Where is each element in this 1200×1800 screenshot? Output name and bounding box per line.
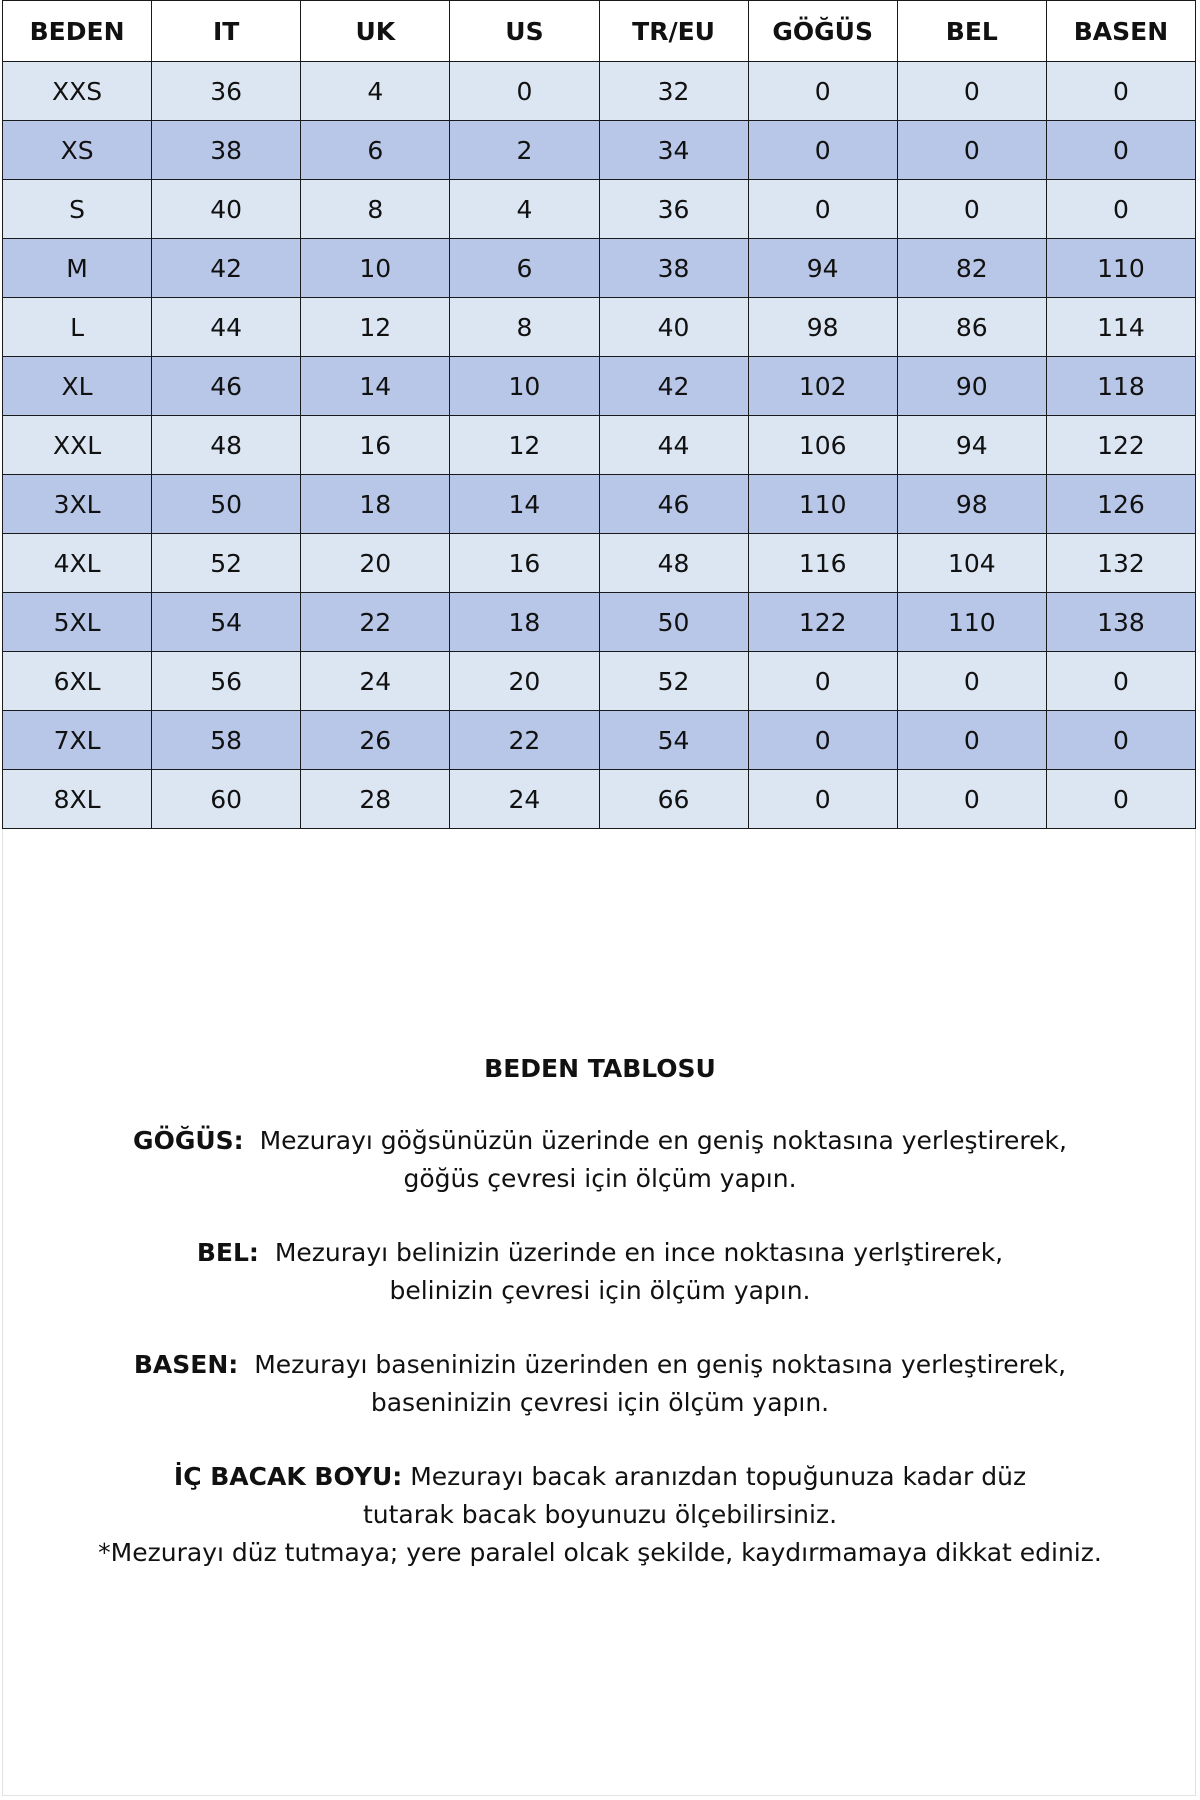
cell-it: 52	[152, 534, 301, 593]
cell-tr-eu: 54	[599, 711, 748, 770]
waist-instruction	[0, 1234, 1200, 1310]
table-body	[3, 62, 1196, 829]
cell-it: 40	[152, 180, 301, 239]
table-row	[3, 534, 1196, 593]
cell-gogus: 94	[748, 239, 897, 298]
table-row	[3, 357, 1196, 416]
cell-beden: S	[3, 180, 152, 239]
cell-gogus: 0	[748, 180, 897, 239]
cell-bel: 0	[897, 711, 1046, 770]
cell-gogus: 106	[748, 416, 897, 475]
cell-it: 38	[152, 121, 301, 180]
header-it: IT	[152, 1, 301, 62]
cell-basen: 0	[1046, 711, 1195, 770]
cell-bel: 0	[897, 770, 1046, 829]
header-us: US	[450, 1, 599, 62]
cell-beden: 6XL	[3, 652, 152, 711]
cell-us: 14	[450, 475, 599, 534]
cell-tr-eu: 66	[599, 770, 748, 829]
cell-bel: 90	[897, 357, 1046, 416]
header-bel: BEL	[897, 1, 1046, 62]
cell-basen: 138	[1046, 593, 1195, 652]
cell-it: 46	[152, 357, 301, 416]
cell-us: 10	[450, 357, 599, 416]
cell-tr-eu: 36	[599, 180, 748, 239]
table-row	[3, 416, 1196, 475]
chest-text-2: göğüs çevresi için ölçüm yapın.	[403, 1164, 797, 1193]
cell-tr-eu: 50	[599, 593, 748, 652]
size-chart-table	[2, 0, 1196, 829]
waist-line-1	[0, 1234, 1200, 1272]
header-basen: BASEN	[1046, 1, 1195, 62]
cell-bel: 110	[897, 593, 1046, 652]
cell-tr-eu: 42	[599, 357, 748, 416]
cell-it: 56	[152, 652, 301, 711]
cell-basen: 114	[1046, 298, 1195, 357]
cell-basen: 0	[1046, 652, 1195, 711]
cell-beden: 5XL	[3, 593, 152, 652]
table-header-row	[3, 1, 1196, 62]
table-row	[3, 298, 1196, 357]
cell-gogus: 0	[748, 121, 897, 180]
cell-uk: 22	[301, 593, 450, 652]
cell-bel: 94	[897, 416, 1046, 475]
cell-gogus: 0	[748, 62, 897, 121]
cell-uk: 28	[301, 770, 450, 829]
inseam-term: İÇ BACAK BOYU:	[173, 1462, 403, 1491]
cell-gogus: 110	[748, 475, 897, 534]
chest-text-1: Mezurayı göğsünüzün üzerinde en geniş noktasına yerleştirerek,	[259, 1126, 1067, 1155]
hip-text-1: Mezurayı baseninizin üzerinden en geniş noktasına yerleştirerek,	[254, 1350, 1067, 1379]
table-row	[3, 475, 1196, 534]
cell-bel: 0	[897, 180, 1046, 239]
cell-us: 8	[450, 298, 599, 357]
cell-tr-eu: 32	[599, 62, 748, 121]
table-row	[3, 180, 1196, 239]
cell-uk: 24	[301, 652, 450, 711]
inseam-text-2: tutarak bacak boyunuzu ölçebilirsiniz.	[362, 1500, 838, 1529]
measurement-note: *Mezurayı düz tutmaya; yere paralel olcak şekilde, kaydırmamaya dikkat ediniz.	[98, 1538, 1102, 1567]
cell-tr-eu: 34	[599, 121, 748, 180]
hip-instruction	[0, 1346, 1200, 1422]
cell-uk: 4	[301, 62, 450, 121]
cell-us: 20	[450, 652, 599, 711]
cell-uk: 20	[301, 534, 450, 593]
cell-uk: 12	[301, 298, 450, 357]
cell-uk: 26	[301, 711, 450, 770]
header-uk: UK	[301, 1, 450, 62]
header-gogus: GÖĞÜS	[748, 1, 897, 62]
hip-text-2: baseninizin çevresi için ölçüm yapın.	[370, 1388, 830, 1417]
cell-beden: 8XL	[3, 770, 152, 829]
table-row	[3, 62, 1196, 121]
cell-uk: 14	[301, 357, 450, 416]
cell-bel: 0	[897, 62, 1046, 121]
waist-text-2: belinizin çevresi için ölçüm yapın.	[389, 1276, 811, 1305]
cell-us: 2	[450, 121, 599, 180]
cell-uk: 6	[301, 121, 450, 180]
cell-us: 12	[450, 416, 599, 475]
cell-gogus: 122	[748, 593, 897, 652]
cell-beden: L	[3, 298, 152, 357]
cell-bel: 0	[897, 121, 1046, 180]
cell-it: 50	[152, 475, 301, 534]
cell-basen: 0	[1046, 770, 1195, 829]
header-beden: BEDEN	[3, 1, 152, 62]
chest-term: GÖĞÜS:	[133, 1126, 244, 1155]
cell-tr-eu: 48	[599, 534, 748, 593]
guide-title: BEDEN TABLOSU	[484, 1054, 716, 1083]
header-tr-eu: TR/EU	[599, 1, 748, 62]
cell-beden: M	[3, 239, 152, 298]
cell-it: 58	[152, 711, 301, 770]
cell-beden: XL	[3, 357, 152, 416]
cell-basen: 118	[1046, 357, 1195, 416]
cell-us: 0	[450, 62, 599, 121]
cell-it: 54	[152, 593, 301, 652]
table-row	[3, 121, 1196, 180]
cell-uk: 8	[301, 180, 450, 239]
cell-basen: 132	[1046, 534, 1195, 593]
hip-line-1	[0, 1346, 1200, 1384]
cell-bel: 98	[897, 475, 1046, 534]
table-row	[3, 652, 1196, 711]
table-row	[3, 711, 1196, 770]
cell-basen: 0	[1046, 180, 1195, 239]
cell-gogus: 98	[748, 298, 897, 357]
cell-uk: 10	[301, 239, 450, 298]
cell-beden: 7XL	[3, 711, 152, 770]
cell-bel: 86	[897, 298, 1046, 357]
cell-bel: 82	[897, 239, 1046, 298]
cell-us: 4	[450, 180, 599, 239]
cell-us: 24	[450, 770, 599, 829]
waist-term: BEL:	[196, 1238, 259, 1267]
cell-uk: 18	[301, 475, 450, 534]
cell-gogus: 0	[748, 652, 897, 711]
cell-uk: 16	[301, 416, 450, 475]
cell-it: 36	[152, 62, 301, 121]
cell-it: 48	[152, 416, 301, 475]
inseam-instruction	[0, 1458, 1200, 1572]
cell-tr-eu: 38	[599, 239, 748, 298]
cell-us: 22	[450, 711, 599, 770]
cell-gogus: 0	[748, 711, 897, 770]
cell-tr-eu: 44	[599, 416, 748, 475]
cell-basen: 0	[1046, 121, 1195, 180]
cell-tr-eu: 40	[599, 298, 748, 357]
table-row	[3, 593, 1196, 652]
cell-gogus: 102	[748, 357, 897, 416]
hip-term: BASEN:	[133, 1350, 239, 1379]
cell-basen: 0	[1046, 62, 1195, 121]
cell-it: 60	[152, 770, 301, 829]
cell-bel: 0	[897, 652, 1046, 711]
cell-beden: 3XL	[3, 475, 152, 534]
chest-instruction	[0, 1122, 1200, 1198]
cell-basen: 122	[1046, 416, 1195, 475]
cell-beden: XS	[3, 121, 152, 180]
cell-bel: 104	[897, 534, 1046, 593]
cell-us: 6	[450, 239, 599, 298]
inseam-text-1: Mezurayı bacak aranızdan topuğunuza kadar düz	[410, 1462, 1027, 1491]
inseam-line-1	[0, 1458, 1200, 1496]
chest-line-1	[0, 1122, 1200, 1160]
cell-beden: XXS	[3, 62, 152, 121]
table-row	[3, 239, 1196, 298]
measurement-guide	[0, 1050, 1200, 1572]
cell-us: 16	[450, 534, 599, 593]
cell-tr-eu: 46	[599, 475, 748, 534]
cell-basen: 126	[1046, 475, 1195, 534]
cell-it: 44	[152, 298, 301, 357]
cell-basen: 110	[1046, 239, 1195, 298]
waist-text-1: Mezurayı belinizin üzerinde en ince noktasına yerlştirerek,	[274, 1238, 1004, 1267]
cell-beden: 4XL	[3, 534, 152, 593]
cell-it: 42	[152, 239, 301, 298]
table-row	[3, 770, 1196, 829]
cell-gogus: 116	[748, 534, 897, 593]
cell-us: 18	[450, 593, 599, 652]
cell-tr-eu: 52	[599, 652, 748, 711]
cell-beden: XXL	[3, 416, 152, 475]
cell-gogus: 0	[748, 770, 897, 829]
